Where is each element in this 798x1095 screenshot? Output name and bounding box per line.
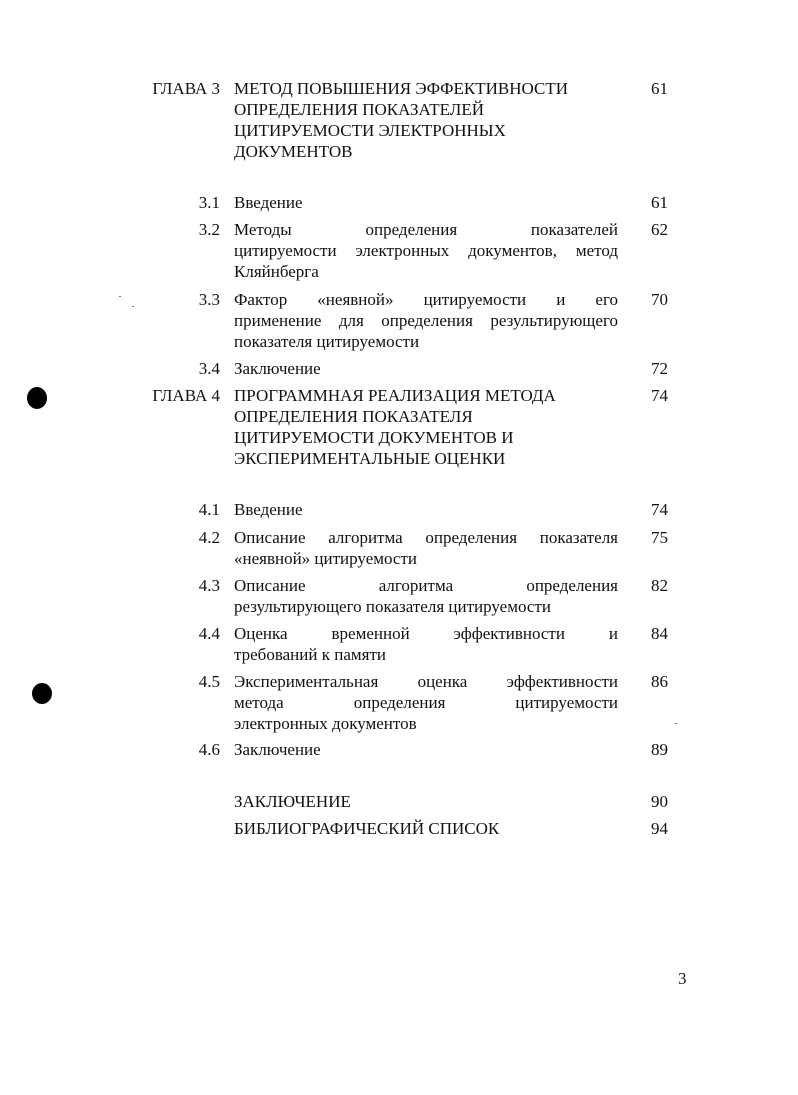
scan-speck	[119, 296, 121, 297]
toc-label: ГЛАВА 4	[152, 386, 220, 405]
toc-title	[234, 385, 556, 469]
toc-title-line: Экспериментальная оценка эффективности	[234, 672, 618, 691]
hole-punch-mark	[32, 683, 52, 704]
toc-title	[234, 623, 618, 665]
toc-page-number: 86	[651, 672, 668, 691]
toc-title-line: ДОКУМЕНТОВ	[234, 142, 353, 161]
toc-title	[234, 219, 618, 282]
toc-page-number: 72	[651, 359, 668, 378]
toc-title-line: ЦИТИРУЕМОСТИ ЭЛЕКТРОННЫХ	[234, 121, 506, 140]
toc-title-line: Кляйнберга	[234, 262, 319, 281]
toc-page-number: 74	[651, 500, 668, 519]
toc-label: 4.3	[198, 576, 220, 595]
toc-title-line: Описание алгоритма определения	[234, 576, 618, 595]
toc-title	[234, 818, 499, 839]
toc-title-line: метода определения цитируемости	[234, 693, 618, 712]
toc-title-line: Оценка временной эффективности и	[234, 624, 618, 643]
hole-punch-mark	[27, 387, 47, 409]
toc-title-line: показателя цитируемости	[234, 332, 420, 351]
toc-label: 4.1	[198, 500, 220, 519]
toc-label: 3.1	[198, 193, 220, 212]
toc-title-line: Введение	[234, 500, 303, 519]
page-number: 3	[678, 969, 687, 988]
toc-title-line: «неявной» цитируемости	[234, 549, 418, 568]
toc-title-line: электронных документов	[234, 714, 417, 733]
toc-label: 3.4	[198, 359, 220, 378]
toc-title-line: требований к памяти	[234, 645, 386, 664]
toc-page-number: 84	[651, 624, 668, 643]
toc-title	[234, 78, 568, 162]
toc-title-line: МЕТОД ПОВЫШЕНИЯ ЭФФЕКТИВНОСТИ	[234, 79, 568, 98]
toc-title-line: применение для определения результирующего	[234, 311, 618, 330]
toc-title-line: БИБЛИОГРАФИЧЕСКИЙ СПИСОК	[234, 819, 500, 838]
toc-page-number: 62	[651, 220, 668, 239]
toc-page-number: 90	[651, 792, 668, 811]
toc-label: 4.6	[198, 740, 220, 759]
toc-page-number: 70	[651, 290, 668, 309]
toc-title-line: ЦИТИРУЕМОСТИ ДОКУМЕНТОВ И	[234, 428, 514, 447]
toc-title	[234, 192, 303, 213]
toc-title-line: Заключение	[234, 740, 321, 759]
toc-page-number: 94	[651, 819, 668, 838]
toc-title-line: ОПРЕДЕЛЕНИЯ ПОКАЗАТЕЛЯ	[234, 407, 473, 426]
toc-title	[234, 671, 618, 734]
toc-title	[234, 575, 618, 617]
toc-page-number: 82	[651, 576, 668, 595]
toc-page-number: 74	[651, 386, 668, 405]
toc-title-line: ОПРЕДЕЛЕНИЯ ПОКАЗАТЕЛЕЙ	[234, 100, 484, 119]
toc-title-line: Введение	[234, 193, 303, 212]
toc-title-line: Фактор «неявной» цитируемости и его	[234, 290, 618, 309]
toc-title-line: Методы определения показателей	[234, 220, 618, 239]
toc-label: 4.4	[198, 624, 220, 643]
toc-title-line: ПРОГРАММНАЯ РЕАЛИЗАЦИЯ МЕТОДА	[234, 386, 556, 405]
toc-title	[234, 289, 618, 352]
toc-title-line: ЗАКЛЮЧЕНИЕ	[234, 792, 351, 811]
toc-title-line: результирующего показателя цитируемости	[234, 597, 551, 616]
toc-page-number: 61	[651, 193, 668, 212]
toc-label: 4.5	[198, 672, 220, 691]
toc-page-number: 89	[651, 740, 668, 759]
toc-title-line: Описание алгоритма определения показателя	[234, 528, 618, 547]
toc-title-line: ЭКСПЕРИМЕНТАЛЬНЫЕ ОЦЕНКИ	[234, 449, 506, 468]
toc-title	[234, 499, 303, 520]
toc-title-line: цитируемости электронных документов, метод	[234, 241, 618, 260]
toc-label: 3.3	[198, 290, 220, 309]
toc-title	[234, 739, 321, 760]
scan-speck	[675, 723, 677, 724]
toc-title	[234, 791, 351, 812]
toc-label: ГЛАВА 3	[152, 79, 220, 98]
toc-title	[234, 358, 321, 379]
toc-label: 3.2	[198, 220, 220, 239]
toc-label: 4.2	[198, 528, 220, 547]
scan-speck	[132, 306, 134, 307]
toc-title-line: Заключение	[234, 359, 321, 378]
toc-page-number: 61	[651, 79, 668, 98]
toc-title	[234, 527, 618, 569]
toc-page-number: 75	[651, 528, 668, 547]
